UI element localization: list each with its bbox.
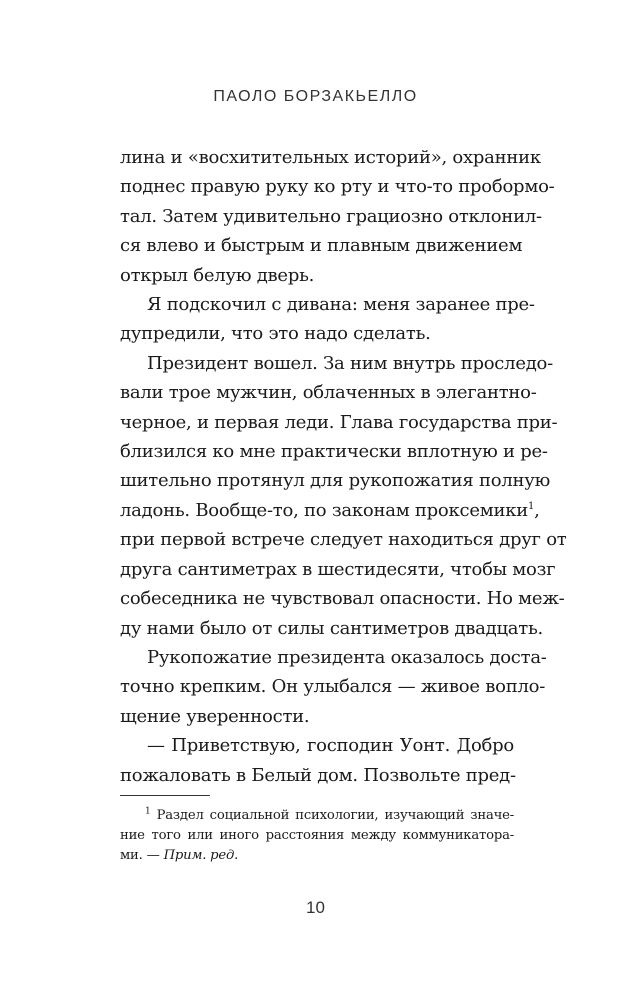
text-line: ладонь. Вообще-то, по законам проксемики: [120, 499, 528, 521]
text-line: при первой встрече следует находиться друг от: [120, 529, 567, 551]
text-line: пожаловать в Белый дом. Позвольте пред-: [120, 764, 516, 786]
text-line: точно крепким. Он улыбался — живое вопло-: [120, 676, 546, 698]
text-line: Рукопожатие президента оказалось доста-: [147, 646, 547, 668]
footnote-line: ние того или иного расстояния между коммуникатора-: [120, 828, 514, 843]
running-header: ПАОЛО БОРЗАКЬЕЛЛО: [213, 88, 418, 105]
footnote-reference: 1: [528, 500, 535, 512]
text-line: шительно протянул для рукопожатия полную: [120, 470, 551, 492]
text-line: Я подскочил с дивана: меня заранее пре-: [147, 294, 535, 316]
text-line: близился ко мне практически вплотную и ре-: [120, 441, 548, 463]
text-line: дупредили, что это надо сделать.: [120, 323, 431, 345]
footnote-line: [120, 806, 514, 826]
text-line: лина и «восхитительных историй», охранник: [120, 147, 541, 168]
text-line: ся влево и быстрым и плавным движением: [120, 235, 523, 257]
text-line: открыл белую дверь.: [120, 264, 315, 286]
text-line: друга сантиметрах в шестидесяти, чтобы мозг: [120, 558, 556, 580]
text-line: — Приветствую, господин Уонт. Добро: [147, 735, 514, 757]
footnote: [120, 806, 514, 866]
footnote-number: 1: [145, 806, 151, 817]
page-number: 10: [306, 898, 325, 917]
text-line: поднес правую руку ко рту и что-то пробормо-: [120, 176, 555, 198]
footnote-divider: [120, 795, 210, 796]
text-line-with-footnote-ref: ладонь. Вообще-то, по законам проксемики$^1$,: [120, 499, 540, 521]
text-line: щение уверенности.: [120, 705, 310, 727]
text-line: черное, и первая леди. Глава государства при-: [120, 411, 558, 433]
text-line: Президент вошел. За ним внутрь проследо-: [147, 352, 553, 374]
text-line: тал. Затем удивительно грациозно отклонил-: [120, 205, 542, 227]
footnote-text: Раздел социальной психологии, изучающий значе-: [156, 808, 514, 823]
text-line: собеседника не чувствовал опасности. Но меж-: [120, 588, 565, 610]
body-text: [120, 143, 567, 790]
footnote-text: ми. —: [120, 848, 164, 863]
editor-note: Прим. ред.: [163, 848, 239, 863]
text-line: ду нами было от силы сантиметров двадцать.: [120, 617, 543, 639]
text-line: вали трое мужчин, облаченных в элегантно-: [120, 382, 537, 404]
footnote-line: [120, 846, 514, 866]
